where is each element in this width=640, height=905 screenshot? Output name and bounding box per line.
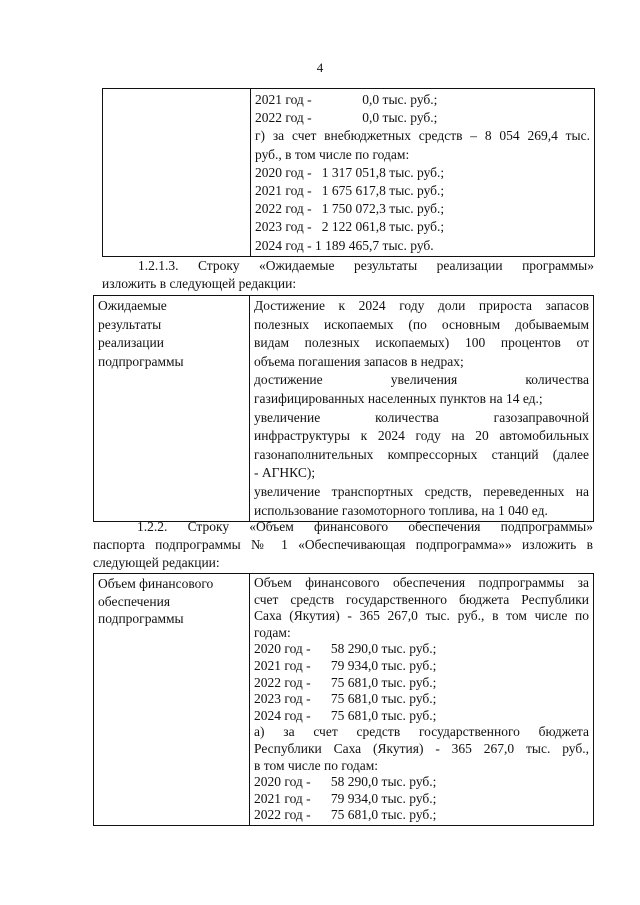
table1-line: 2023 год - 2 122 061,8 тыс. руб.; [255,219,445,235]
table2-line: увеличение транспортных средств, переведенных на [254,483,589,499]
table3-line: Объем финансового обеспечения подпрограммы за [254,575,589,590]
table3-line: 2023 год - 75 681,0 тыс. руб.; [254,691,437,707]
paragraph-line: следующей редакции: [93,555,220,570]
row-label-line: подпрограммы [98,353,184,369]
table1-left-cell [103,89,251,257]
table3-line: а) за счет средств государственного бюджета [254,724,589,740]
table2-right-cell [250,296,594,522]
funding-table-continuation [102,88,595,257]
table3-line: 2021 год - 79 934,0 тыс. руб.; [254,790,437,806]
table1-line: 2020 год - 1 317 051,8 тыс. руб.; [255,164,445,180]
paragraph-line: паспорта подпрограммы № 1 «Обеспечивающая подпрограмма»» изложить в [93,537,593,552]
table1-line: 2024 год - 1 189 465,7 тыс. руб. [255,237,434,253]
table1-line: 2021 год - 1 675 617,8 тыс. руб.; [255,183,445,199]
table1-line: 2022 год - 0,0 тыс. руб.; [255,110,438,126]
table2-line: Достижение к 2024 году доли прироста запасов [254,298,589,313]
table3-line: счет средств государственного бюджета Республики [254,591,589,607]
table2-line: газифицированных населенных пунктов на 14 ед.; [254,390,543,406]
table2-line: увеличение количества газозаправочной [254,409,589,425]
table2-line: использование газомоторного топлива, на 1 040 ед. [254,502,548,518]
paragraph-line: 1.2.1.3. Строку «Ожидаемые результаты реализации программы» [138,258,594,273]
row-label-line: Объем финансового [98,576,214,591]
expected-results-table [93,295,594,522]
table2-line: инфраструктуры к 2024 году на 20 автомобильных [254,428,589,444]
row-label-line: подпрограммы [98,611,184,627]
table1-line: руб., в том числе по годам: [255,146,410,162]
row-label-line: результаты [98,316,162,332]
page-number: 4 [316,60,324,75]
table1-line: г) за счет внебюджетных средств – 8 054 269,4 тыс. [255,128,590,144]
table3-line: 2024 год - 75 681,0 тыс. руб.; [254,707,437,723]
table1-right-cell [251,89,595,257]
table3-line: 2022 год - 75 681,0 тыс. руб.; [254,674,437,690]
table1-line: 2021 год - 0,0 тыс. руб.; [255,92,438,107]
row-label-line: Ожидаемые [98,298,167,313]
table3-right-cell [250,574,594,826]
table3-line: 2020 год - 58 290,0 тыс. руб.; [254,641,437,657]
paragraph-line: изложить в следующей редакции: [102,276,297,291]
table3-line: 2022 год - 75 681,0 тыс. руб.; [254,807,437,823]
table2-left-cell [94,296,250,522]
table2-line: объема погашения запасов в недрах; [254,353,464,369]
table2-line: - АГНКС); [254,465,316,481]
table3-line: годам: [254,624,291,640]
row-label-line: обеспечения [98,593,171,609]
table2-line: видам полезных ископаемых) 100 процентов от [254,335,589,351]
table3-line: в том числе по годам: [254,757,379,773]
table3-line: 2021 год - 79 934,0 тыс. руб.; [254,657,437,673]
table3-line: Саха (Якутия) - 365 267,0 тыс. руб., в том числе по [254,608,589,624]
table3-line: 2020 год - 58 290,0 тыс. руб.; [254,774,437,790]
table1-line: 2022 год - 1 750 072,3 тыс. руб.; [255,201,445,217]
table3-left-cell [94,574,250,826]
table2-line: полезных ископаемых (по основным добываемым [254,316,589,332]
table2-line: достижение увеличения количества [254,372,589,388]
paragraph-line: 1.2.2. Строку «Объем финансового обеспечения подпрограммы» [137,519,593,534]
table2-line: газонаполнительных компрессорных станций (далее [254,446,589,462]
paragraph-1-2-1-3 [102,257,594,293]
row-label-line: реализации [98,335,164,350]
table3-line: Республики Саха (Якутия) - 365 267,0 тыс. руб., [254,740,589,756]
financing-volume-table [93,573,594,826]
paragraph-1-2-2 [93,518,593,572]
